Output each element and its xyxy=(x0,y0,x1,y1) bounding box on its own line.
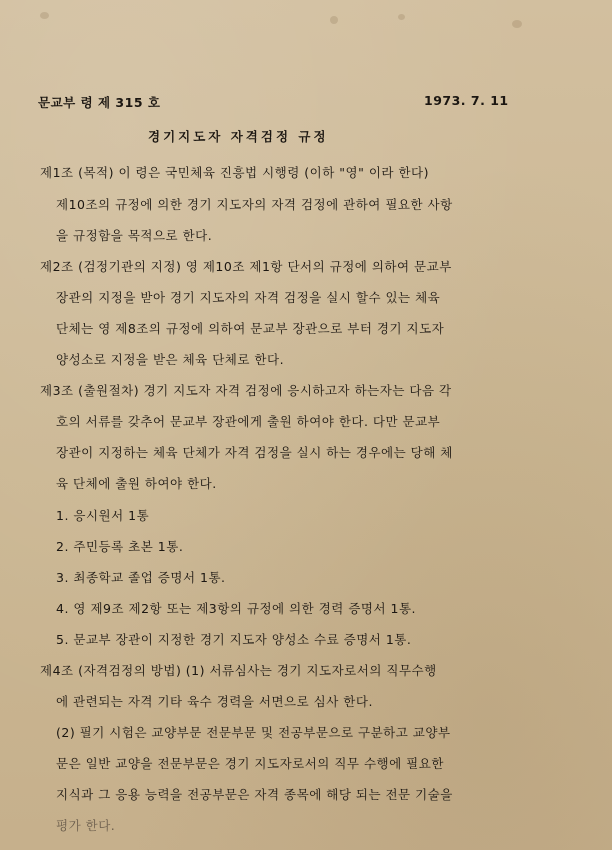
text-line: 단체는 영 제8조의 규정에 의하여 문교부 장관으로 부터 경기 지도자 xyxy=(56,321,445,336)
list-item: 2. 주민등록 초본 1통. xyxy=(56,539,184,554)
text-line: 양성소로 지정을 받은 체육 단체로 한다. xyxy=(56,352,285,367)
list-item: 4. 영 제9조 제2항 또는 제3항의 규정에 의한 경력 증명서 1통. xyxy=(56,601,417,616)
paper-stain xyxy=(330,16,338,24)
text-line: 장관의 지정을 받아 경기 지도자의 자격 검정을 실시 할수 있는 체육 xyxy=(56,290,441,305)
list-item: 3. 최종학교 졸업 증명서 1통. xyxy=(56,570,226,585)
text-line: 에 관련되는 자격 기타 육수 경력을 서면으로 심사 한다. xyxy=(56,694,373,709)
document-date: 1973. 7. 11 xyxy=(424,93,509,108)
text-line: 문은 일반 교양을 전문부문은 경기 지도자로서의 직무 수행에 필요한 xyxy=(56,756,444,771)
text-line: 제10조의 규정에 의한 경기 지도자의 자격 검정에 관하여 필요한 사항 xyxy=(56,197,453,212)
text-line: 지식과 그 응용 능력을 전공부문은 자격 종목에 해당 되는 전문 기술을 xyxy=(56,787,453,802)
list-item: 1. 응시원서 1통 xyxy=(56,508,150,523)
text-line: 제2조 (검정기관의 지정) 영 제10조 제1항 단서의 규정에 의하여 문교부 xyxy=(40,259,452,274)
paper-stain xyxy=(40,12,49,19)
text-line: (2) 필기 시험은 교양부문 전문부문 및 전공부문으로 구분하고 교양부 xyxy=(56,725,451,740)
text-line: 호의 서류를 갖추어 문교부 장관에게 출원 하여야 한다. 다만 문교부 xyxy=(56,414,441,429)
text-line: 평가 한다. xyxy=(56,818,116,833)
paper-stain xyxy=(512,20,522,28)
ordinance-number: 문교부 령 제 315 호 xyxy=(38,95,161,110)
text-line: 제4조 (자격검정의 방법) (1) 서류심사는 경기 지도자로서의 직무수행 xyxy=(40,663,437,678)
document-title: 경기지도자 자격검정 규정 xyxy=(148,129,329,144)
text-line: 육 단체에 출원 하여야 한다. xyxy=(56,476,217,491)
text-line: 제1조 (목적) 이 령은 국민체육 진흥법 시행령 (이하 "영" 이라 한다) xyxy=(40,165,429,180)
text-line: 제3조 (출원절차) 경기 지도자 자격 검정에 응시하고자 하는자는 다음 각 xyxy=(40,383,452,398)
text-line: 장관이 지정하는 체육 단체가 자격 검정을 실시 하는 경우에는 당해 체 xyxy=(56,445,453,460)
list-item: 5. 문교부 장관이 지정한 경기 지도자 양성소 수료 증명서 1통. xyxy=(56,632,412,647)
paper-stain xyxy=(398,14,405,20)
text-line: 을 규정함을 목적으로 한다. xyxy=(56,228,213,243)
